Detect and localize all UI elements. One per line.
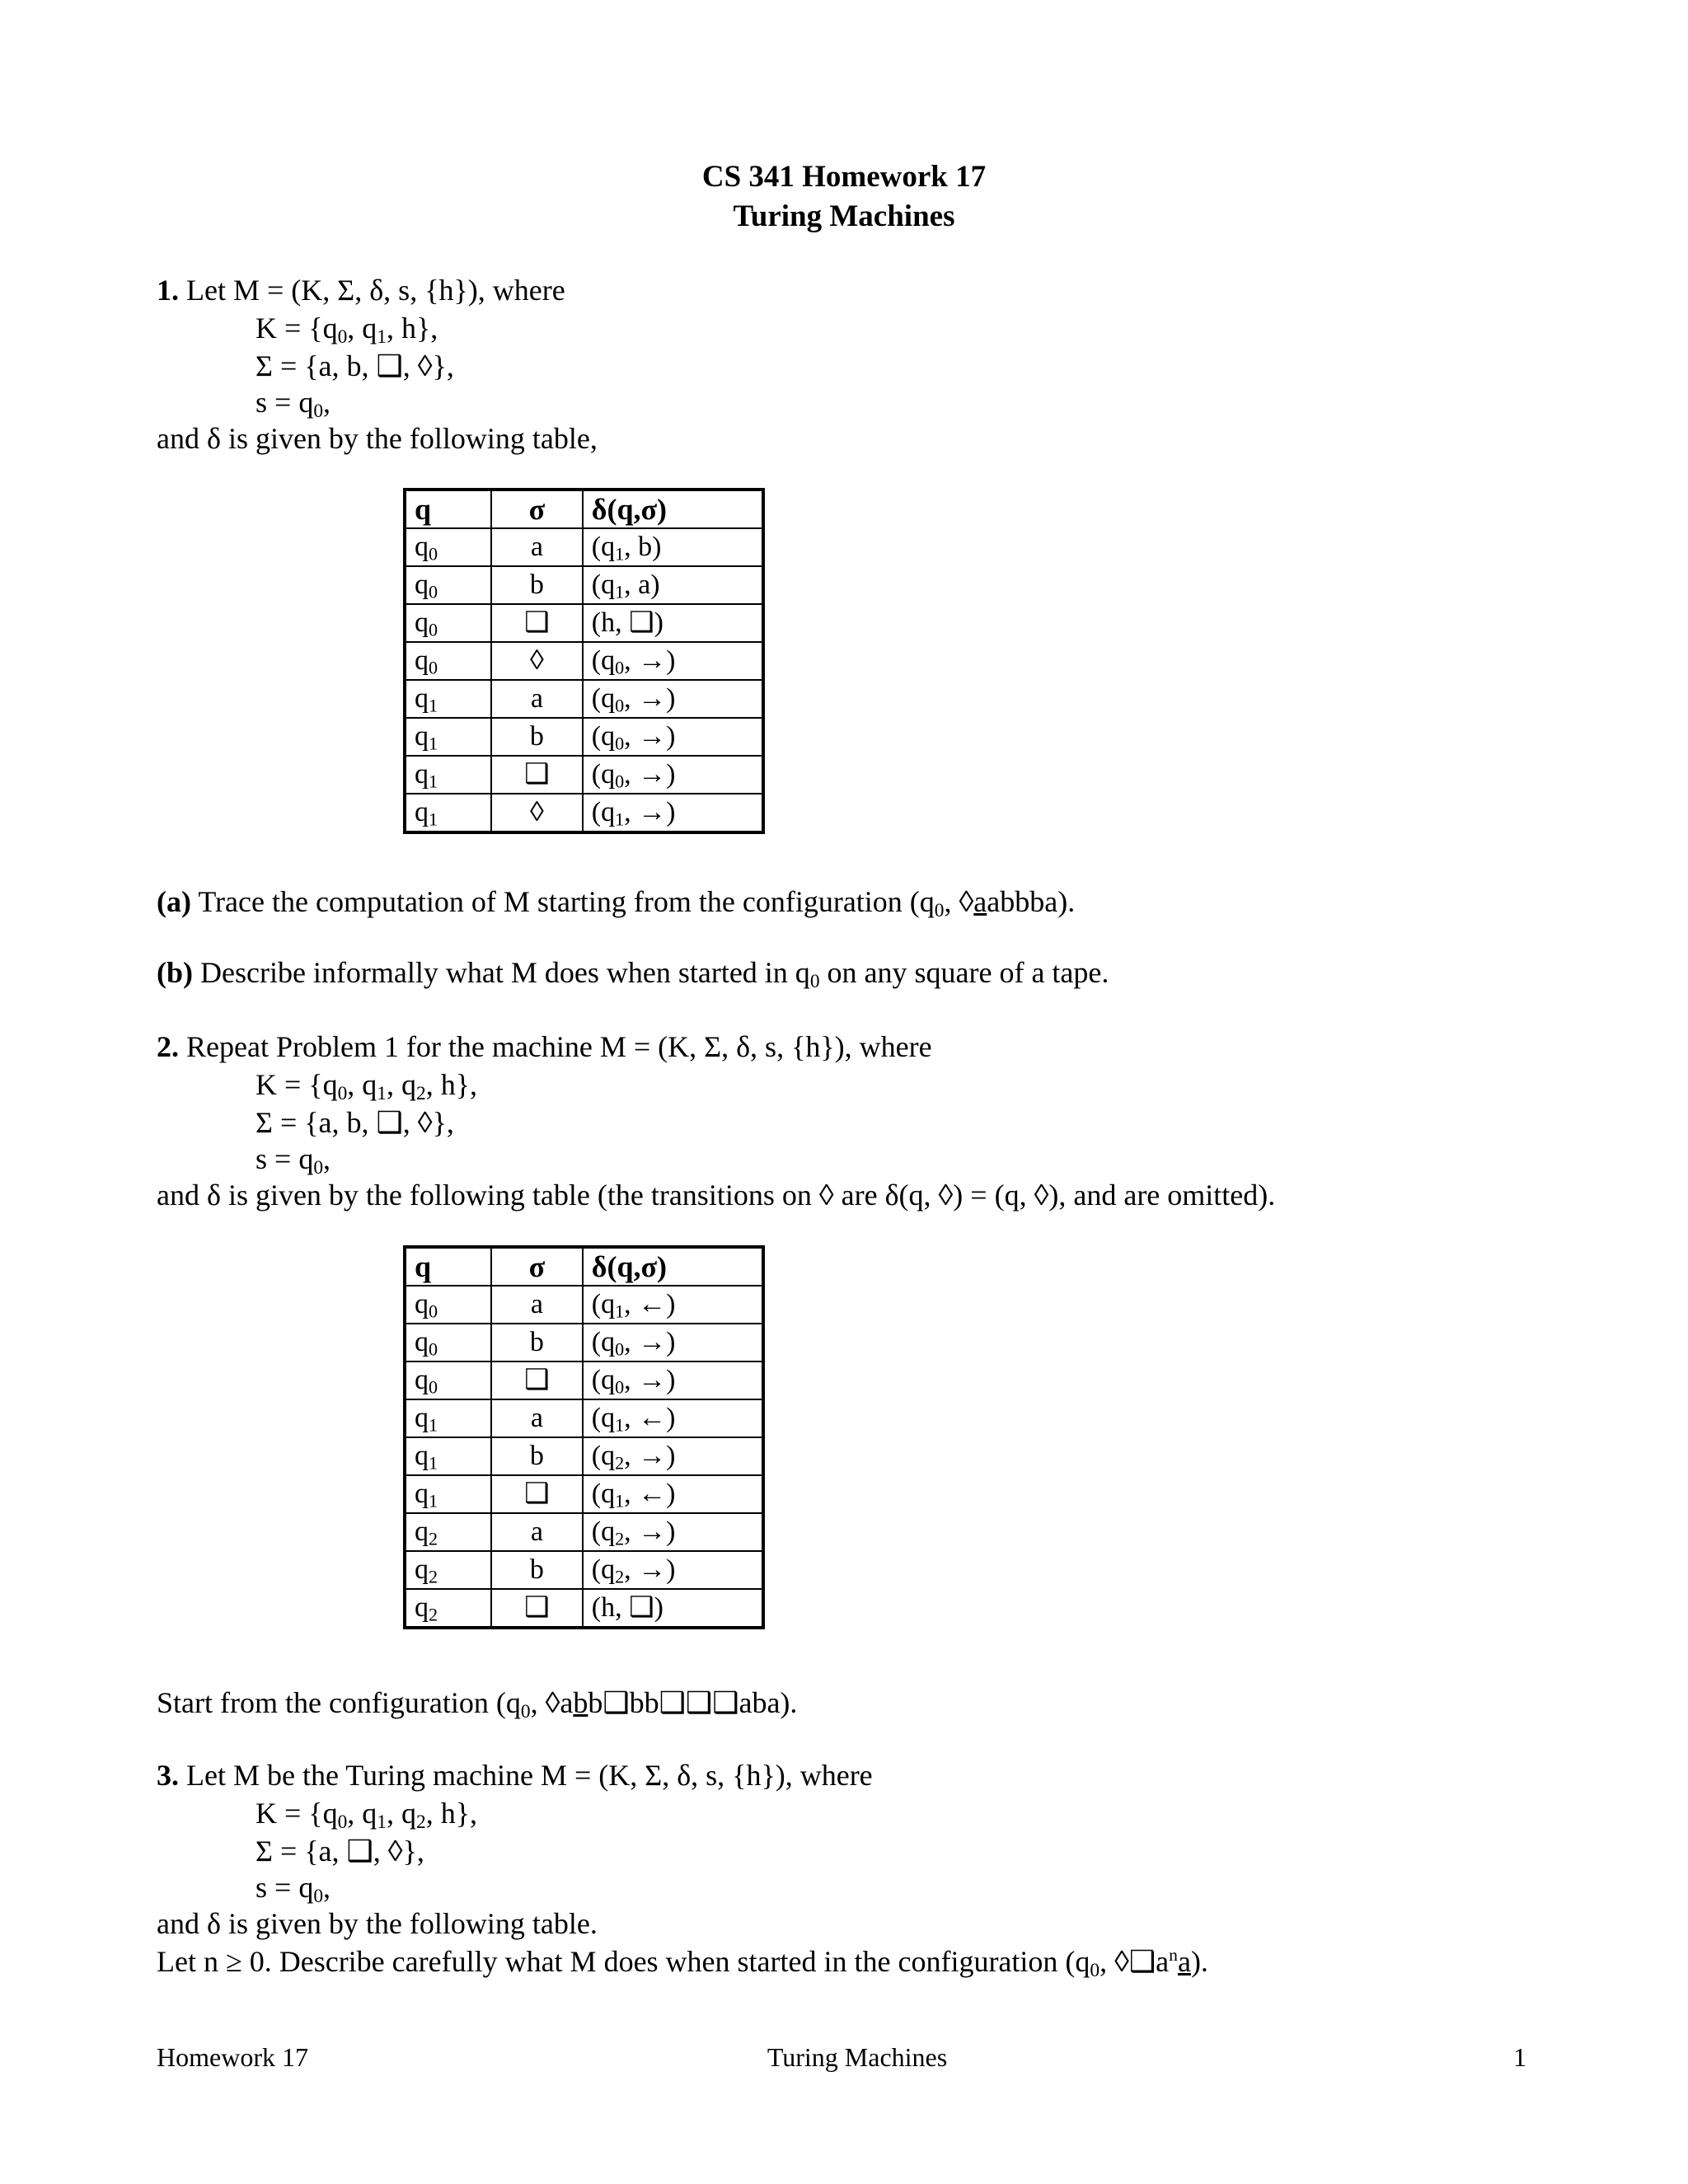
cell-transition: ($q_2$, →) <box>583 1551 763 1589</box>
cell-symbol: ❑ <box>491 756 583 794</box>
cell-symbol: a <box>491 528 583 566</box>
cell-transition: ($q_0$, →) <box>583 1324 763 1361</box>
cell-transition: ($q_0$, →) <box>583 642 763 680</box>
problem-2-start-config: Start from the configuration ($q_0$, ◊abb❑bb❑❑❑aba). <box>157 1686 798 1722</box>
cell-symbol: ❑ <box>491 1589 583 1628</box>
cell-symbol: a <box>491 1513 583 1551</box>
table-row <box>405 1437 763 1475</box>
cell-transition: ($q_0$, →) <box>583 756 763 794</box>
problem-2-intro: 2. Repeat Problem 1 for the machine M = (K, Σ, δ, s, {h}), where <box>157 1030 932 1063</box>
problem-1-number: 1. <box>157 274 179 307</box>
cell-transition: ($q_2$, →) <box>583 1513 763 1551</box>
table-row <box>405 1589 763 1628</box>
table-header-row <box>405 490 763 528</box>
problem-3-table-intro: and δ is given by the following table. <box>157 1907 598 1940</box>
header-state: q <box>405 490 491 528</box>
cell-transition: ($q_1$, ←) <box>583 1475 763 1513</box>
table-row <box>405 642 763 680</box>
cell-state: $q_1$ <box>405 680 491 718</box>
cell-symbol: ◊ <box>491 794 583 832</box>
table-row <box>405 1475 763 1513</box>
problem-1-intro: 1. Let M = (K, Σ, δ, s, {h}), where <box>157 274 565 307</box>
cell-symbol: b <box>491 1437 583 1475</box>
cell-symbol: ❑ <box>491 1475 583 1513</box>
cell-state: $q_0$ <box>405 1324 491 1361</box>
table-row <box>405 718 763 756</box>
table-row <box>405 1286 763 1324</box>
table-row <box>405 566 763 604</box>
table-row <box>405 1361 763 1399</box>
cell-symbol: a <box>491 1399 583 1437</box>
cell-transition: ($q_1$, ←) <box>583 1399 763 1437</box>
table-row <box>405 1324 763 1361</box>
cell-state: $q_2$ <box>405 1551 491 1589</box>
cell-state: $q_2$ <box>405 1589 491 1628</box>
problem-1-states: $K = \{q_0$, $q_1$, h}, <box>256 312 438 348</box>
cell-transition: ($q_0$, →) <box>583 680 763 718</box>
problem-2-states: $K = \{q_0$, $q_1$, $q_2$, h}, <box>256 1068 477 1104</box>
problem-3-start-state: $s = q_0$, <box>256 1871 331 1907</box>
table-row <box>405 1513 763 1551</box>
problem-1a: (a) Trace the computation of M starting from the configuration ($q_0$, ◊aabbba). <box>157 885 1076 921</box>
problem-2-alphabet: Σ = {a, b, ❑, ◊}, <box>256 1106 454 1139</box>
table-row <box>405 680 763 718</box>
cell-state: $q_0$ <box>405 1361 491 1399</box>
footer-page-number: 1 <box>1513 2042 1526 2072</box>
problem-2-table-intro: and δ is given by the following table (the transitions on ◊ are δ(q, ◊) = (q, ◊), and are omitted). <box>157 1179 1276 1212</box>
header-transition: δ(q,σ) <box>583 1247 763 1286</box>
cell-transition: ($q_1$, ←) <box>583 1286 763 1324</box>
problem-1-table-intro: and δ is given by the following table, <box>157 422 598 455</box>
table-header-row <box>405 1247 763 1286</box>
cell-transition: (h, ❑) <box>583 604 763 642</box>
table-row <box>405 1399 763 1437</box>
header-state: q <box>405 1247 491 1286</box>
cell-transition: ($q_1$, →) <box>583 794 763 832</box>
cell-transition: ($q_0$, →) <box>583 718 763 756</box>
problem-3-alphabet: Σ = {a, ❑, ◊}, <box>256 1835 424 1868</box>
footer-center: Turing Machines <box>767 2042 948 2072</box>
cell-transition: ($q_0$, →) <box>583 1361 763 1399</box>
document-title: CS 341 Homework 17 <box>701 160 987 194</box>
cell-state: $q_1$ <box>405 718 491 756</box>
cell-state: $q_0$ <box>405 1286 491 1324</box>
cell-transition: ($q_1$, a) <box>583 566 763 604</box>
header-transition: δ(q,σ) <box>583 490 763 528</box>
table-row <box>405 528 763 566</box>
problem-1-start-state: $s = q_0$, <box>256 386 331 422</box>
cell-symbol: b <box>491 1324 583 1361</box>
cell-state: $q_1$ <box>405 756 491 794</box>
cell-symbol: a <box>491 680 583 718</box>
table-row <box>405 1551 763 1589</box>
cell-transition: ($q_2$, →) <box>583 1437 763 1475</box>
cell-state: $q_0$ <box>405 642 491 680</box>
cell-symbol: ❑ <box>491 604 583 642</box>
problem-2-start-state: $s = q_0$, <box>256 1142 331 1179</box>
problem-3-states: $K = \{q_0$, $q_1$, $q_2$, h}, <box>256 1797 477 1833</box>
cell-state: $q_0$ <box>405 528 491 566</box>
problem-1-transition-table <box>403 488 765 834</box>
cell-transition: ($q_1$, b) <box>583 528 763 566</box>
table-row <box>405 756 763 794</box>
cell-state: $q_1$ <box>405 1475 491 1513</box>
table-row <box>405 604 763 642</box>
problem-3-number: 3. <box>157 1759 179 1792</box>
cell-state: $q_2$ <box>405 1513 491 1551</box>
header-symbol: σ <box>491 1247 583 1286</box>
cell-symbol: b <box>491 566 583 604</box>
cell-transition: (h, ❑) <box>583 1589 763 1628</box>
cell-state: $q_1$ <box>405 1437 491 1475</box>
cell-symbol: ◊ <box>491 642 583 680</box>
problem-3-intro: 3. Let M be the Turing machine M = (K, Σ, δ, s, {h}), where <box>157 1759 873 1792</box>
cell-symbol: ❑ <box>491 1361 583 1399</box>
table-row <box>405 794 763 832</box>
header-symbol: σ <box>491 490 583 528</box>
cell-state: $q_1$ <box>405 794 491 832</box>
footer-left: Homework 17 <box>157 2042 308 2072</box>
problem-2-transition-table <box>403 1245 765 1629</box>
cell-symbol: a <box>491 1286 583 1324</box>
problem-2-number: 2. <box>157 1030 179 1063</box>
cell-state: $q_0$ <box>405 604 491 642</box>
cell-symbol: b <box>491 718 583 756</box>
cell-state: $q_0$ <box>405 566 491 604</box>
problem-3-question: Let n ≥ 0. Describe carefully what M does when started in the configuration ($q_0$, $◊❑a^na$). <box>157 1945 1208 1981</box>
document-subtitle: Turing Machines <box>733 199 955 233</box>
problem-1b: (b) Describe informally what M does when started in $q_0$ on any square of a tape. <box>157 956 1109 992</box>
cell-symbol: b <box>491 1551 583 1589</box>
problem-1-alphabet: Σ = {a, b, ❑, ◊}, <box>256 349 454 382</box>
cell-state: $q_1$ <box>405 1399 491 1437</box>
